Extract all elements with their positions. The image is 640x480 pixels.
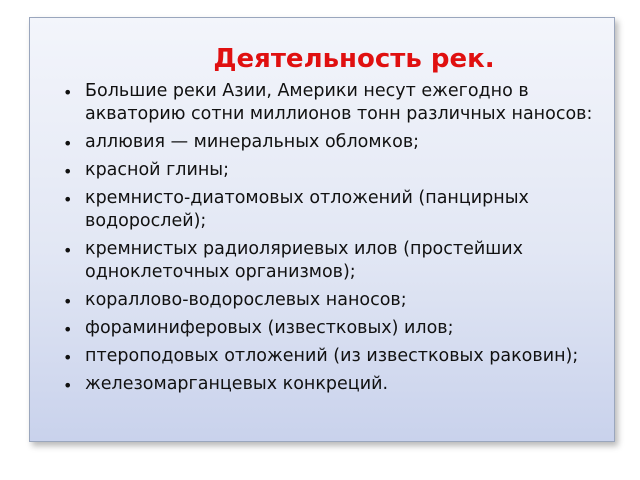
list-item <box>60 80 626 126</box>
bullet-dot-icon: • <box>63 190 73 209</box>
bullet-dot-icon: • <box>63 162 73 181</box>
bullet-dot-icon: • <box>63 134 73 153</box>
list-item-text: фораминиферовых (известковых) илов; <box>85 318 454 338</box>
bullet-list <box>60 80 626 401</box>
list-item <box>60 187 626 233</box>
list-item <box>60 238 626 284</box>
list-item-text: Большие реки Азии, Америки несут ежегодно в акваторию сотни миллионов тонн различных наносов: <box>85 81 593 124</box>
list-item <box>60 289 626 312</box>
list-item-text: кремнистых радиоляриевых илов (простейших одноклеточных организмов); <box>85 239 523 282</box>
bullet-dot-icon: • <box>63 348 73 367</box>
list-item <box>60 131 626 154</box>
slide-title: Деятельность рек. <box>213 44 495 74</box>
slide-panel <box>29 17 615 442</box>
list-item-text: аллювия — минеральных обломков; <box>85 132 420 152</box>
bullet-dot-icon: • <box>63 83 73 102</box>
list-item <box>60 159 626 182</box>
bullet-dot-icon: • <box>63 292 73 311</box>
list-item-text: птероподовых отложений (из известковых раковин); <box>85 346 579 366</box>
list-item <box>60 317 626 340</box>
list-item-text: кремнисто-диатомовых отложений (панцирных водорослей); <box>85 188 529 231</box>
list-item-text: железомарганцевых конкреций. <box>85 374 389 394</box>
bullet-dot-icon: • <box>63 241 73 260</box>
list-item <box>60 373 626 396</box>
list-item-text: кораллово-водорослевых наносов; <box>85 290 407 310</box>
bullet-dot-icon: • <box>63 320 73 339</box>
list-item-text: красной глины; <box>85 160 230 180</box>
bullet-dot-icon: • <box>63 376 73 395</box>
list-item <box>60 345 626 368</box>
